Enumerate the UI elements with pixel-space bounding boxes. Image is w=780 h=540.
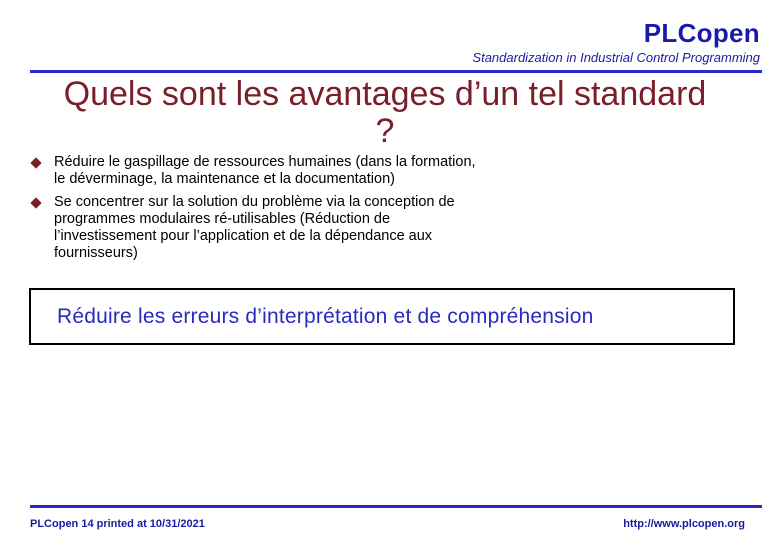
list-item [30,194,490,262]
callout-text: Réduire les erreurs d’interprétation et de compréhension [57,304,594,328]
footer-divider [30,505,762,508]
bullet-text: Réduire le gaspillage de ressources humaines (dans la formation, le déverminage, la maintenance et la documentation) [54,154,476,187]
header-divider [30,70,762,73]
callout-box [29,288,735,345]
diamond-bullet-icon [30,157,41,168]
bullet-text: Se concentrer sur la solution du problème via la conception de programmes modulaires ré-utilisables (Réduction de l’investissement pour l’application et de la dépendance aux fournisseurs) [54,194,455,261]
bullet-list [30,154,490,268]
footer-info: PLCopen 14 printed at 10/31/2021 [30,518,205,530]
brand-tagline: Standardization in Industrial Control Programming [472,50,760,65]
brand-logo-text: PLCopen [643,18,760,48]
slide-title: Quels sont les avantages d’un tel standard ? [63,75,707,150]
list-item [30,154,490,188]
footer-website-link[interactable]: http://www.plcopen.org [623,518,745,530]
diamond-bullet-icon [30,197,41,208]
